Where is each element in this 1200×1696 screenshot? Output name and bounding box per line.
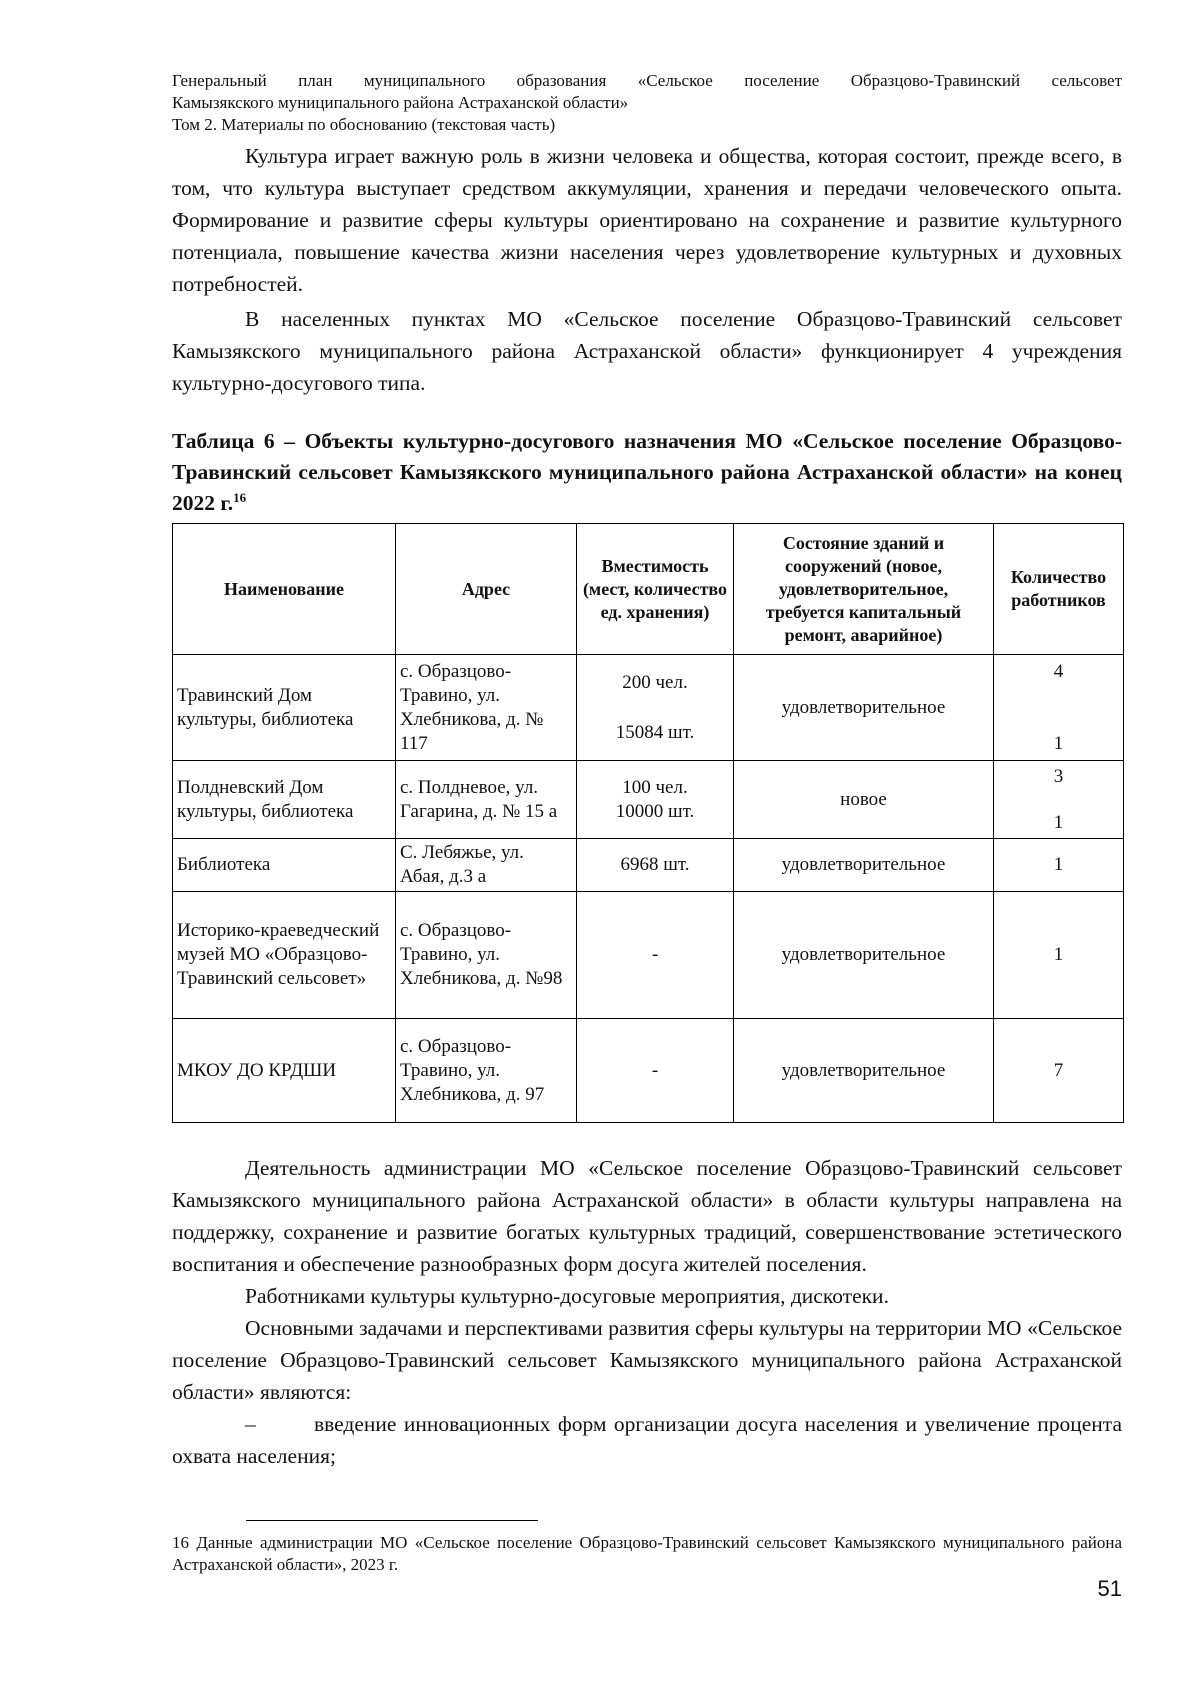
capacity-visitors: 200 чел. <box>622 671 688 693</box>
cell-name: Историко-краеведческий музей МО «Образцово-Травинский сельсовет» <box>173 892 396 1019</box>
footnote-divider <box>246 1520 538 1521</box>
cell-address: С. Лебяжье, ул. Абая, д.3 а <box>396 839 577 892</box>
staff-count-library: 1 <box>1053 811 1064 833</box>
header-line-3: Том 2. Материалы по обоснованию (текстовая часть) <box>172 115 556 134</box>
paragraph-culture-role: Культура играет важную роль в жизни человека и общества, которая состоит, прежде всего, в том, что культура выступает средством аккумуляции, хранения и передачи человеческого опыта. Формирование и развитие сферы культуры ориентировано на сохранение и развитие культурного потенциала, повышение качества жизни населения через удовлетворение культурных и духовных потребностей. <box>172 144 1122 296</box>
table-caption-text: Таблица 6 – Объекты культурно-досугового назначения МО «Сельское поселение Образцово-Травинский сельсовет Камызякского муниципального района Астраханской области» на конец 2022 г. <box>172 429 1122 515</box>
cell-condition: новое <box>734 761 994 839</box>
header-address: Адрес <box>396 524 577 655</box>
table-row <box>173 892 1124 1019</box>
intro-text <box>172 140 1122 300</box>
cell-name: Травинский Дом культуры, библиотека <box>173 655 396 761</box>
running-header <box>172 70 1122 136</box>
paragraph-institutions: В населенных пунктах МО «Сельское поселение Образцово-Травинский сельсовет Камызякского муниципального района Астраханской области» функционирует 4 учреждения культурно-досугового типа. <box>172 307 1122 395</box>
cell-capacity <box>577 761 734 839</box>
paragraph-events: Работниками культуры культурно-досуговые мероприятия, дискотеки. <box>245 1284 889 1308</box>
cell-staff: 1 <box>994 892 1124 1019</box>
cell-address: с. Образцово-Травино, ул. Хлебникова, д. 97 <box>396 1019 577 1123</box>
staff-count-culture-house: 3 <box>1053 765 1064 787</box>
table-header-row <box>173 524 1124 655</box>
capacity-storage: 10000 шт. <box>615 800 695 822</box>
paragraph-administration-activity: Деятельность администрации МО «Сельское поселение Образцово-Травинский сельсовет Камызякского муниципального района Астраханской области» в области культуры направлена на поддержку, сохранение и развитие богатых культурных традиций, совершенствование эстетического воспитания и обеспечение разнообразных форм досуга жителей поселения. <box>172 1156 1122 1276</box>
cell-capacity <box>577 655 734 761</box>
table-row <box>173 655 1124 761</box>
paragraph-tasks-intro: Основными задачами и перспективами развития сферы культуры на территории МО «Сельское поселение Образцово-Травинский сельсовет Камызякского муниципального района Астраханской области» являются: <box>172 1316 1122 1404</box>
staff-count-culture-house: 4 <box>1053 660 1064 682</box>
cell-address: с. Образцово-Травино, ул. Хлебникова, д. № 117 <box>396 655 577 761</box>
footnote-reference: 16 <box>233 489 247 505</box>
header-staff: Количество работников <box>994 524 1124 655</box>
cell-capacity: 6968 шт. <box>577 839 734 892</box>
capacity-storage: 15084 шт. <box>615 721 695 743</box>
cell-condition: удовлетворительное <box>734 1019 994 1123</box>
header-name: Наименование <box>173 524 396 655</box>
cell-capacity: - <box>577 1019 734 1123</box>
header-line-2: Камызякского муниципального района Астраханской области» <box>172 93 629 112</box>
cell-name: Полдневский Дом культуры, библиотека <box>173 761 396 839</box>
activities-text <box>172 1152 1122 1472</box>
capacity-visitors: 100 чел. <box>622 776 688 798</box>
cell-name: МКОУ ДО КРДШИ <box>173 1019 396 1123</box>
cell-staff <box>994 761 1124 839</box>
footnote-16: 16 Данные администрации МО «Сельское поселение Образцово-Травинский сельсовет Камызякского муниципального района Астраханской области», 2023 г. <box>172 1533 1122 1574</box>
cell-capacity: - <box>577 892 734 1019</box>
cell-staff <box>994 655 1124 761</box>
cell-condition: удовлетворительное <box>734 655 994 761</box>
cultural-objects-table <box>172 523 1124 1123</box>
dash-bullet: – <box>245 1412 256 1436</box>
header-capacity: Вместимость (мест, количество ед. хранения) <box>577 524 734 655</box>
table-row <box>173 761 1124 839</box>
cell-staff: 7 <box>994 1019 1124 1123</box>
page-number: 51 <box>1097 1576 1122 1601</box>
table-row <box>173 839 1124 892</box>
header-condition: Состояние зданий и сооружений (новое, удовлетворительное, требуется капитальный ремонт, аварийное) <box>734 524 994 655</box>
cell-staff: 1 <box>994 839 1124 892</box>
table-row <box>173 1019 1124 1123</box>
institutions-text <box>172 303 1122 399</box>
header-line-1: Генеральный план муниципального образования «Сельское поселение Образцово-Травинский сельсовет <box>172 71 1122 90</box>
staff-count-library: 1 <box>1053 732 1064 754</box>
list-item <box>172 1408 1122 1472</box>
cell-condition: удовлетворительное <box>734 839 994 892</box>
cell-address: с. Образцово-Травино, ул. Хлебникова, д. №98 <box>396 892 577 1019</box>
cell-address: с. Полдневое, ул. Гагарина, д. № 15 а <box>396 761 577 839</box>
cell-name: Библиотека <box>173 839 396 892</box>
list-item-text: введение инновационных форм организации досуга населения и увеличение процента охвата населения; <box>172 1412 1122 1468</box>
cell-condition: удовлетворительное <box>734 892 994 1019</box>
table-caption <box>172 426 1122 519</box>
